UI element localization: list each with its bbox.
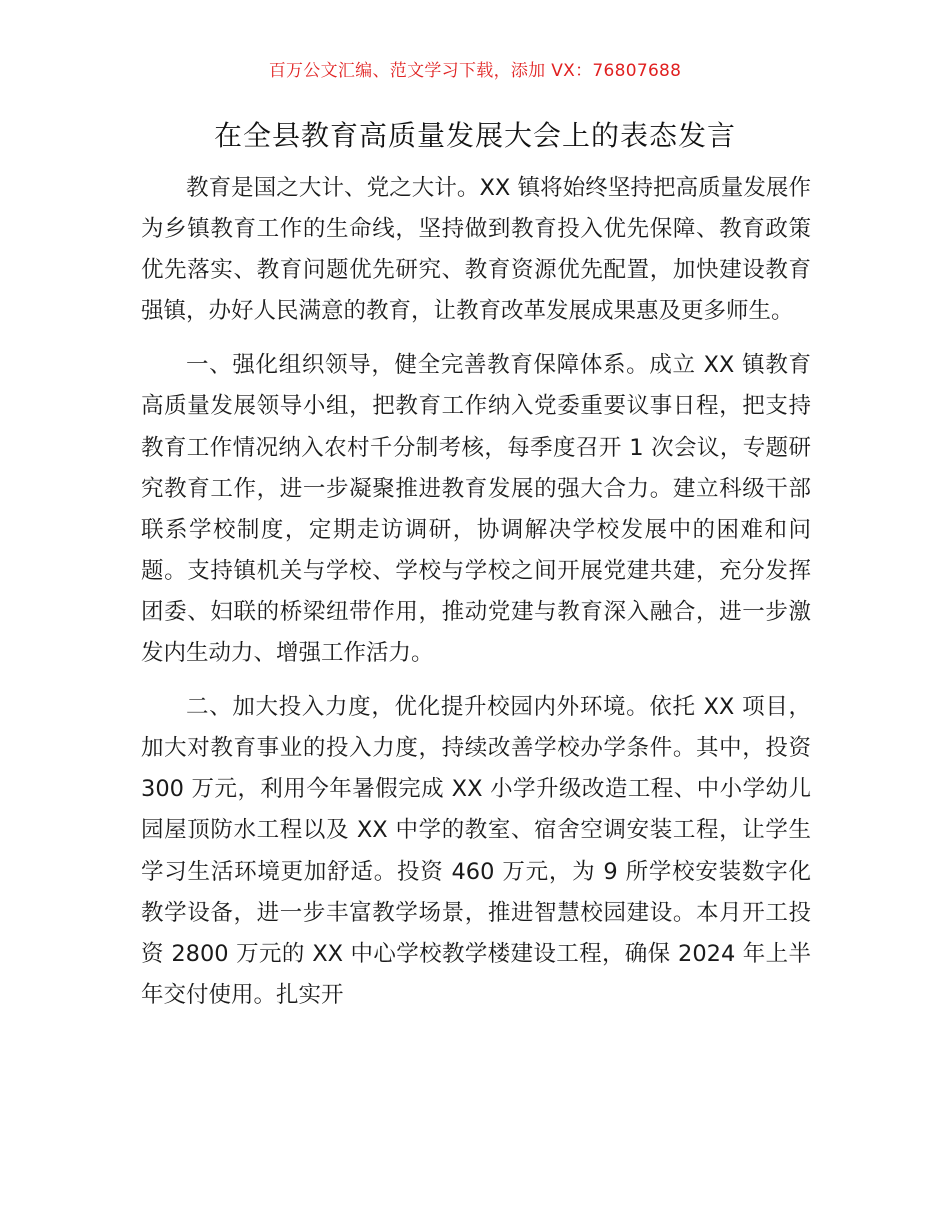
paragraph-section-2: 二、加大投入力度，优化提升校园内外环境。依托 XX 项目，加大对教育事业的投入力度，持续改善学校办学条件。其中，投资 300 万元，利用今年暑假完成 XX 小学升级改造工程、中小学幼儿园屋顶防水工程以及 XX 中学的教室、宿舍空调安装工程，让学生学习生活环境更加舒适。投资 460 万元，为 9 所学校安装数字化教学设备，进一步丰富教学场景，推进智慧校园建设。本月开工投资 2800 万元的 XX 中心学校教学楼建设工程，确保 2024 年上半年交付使用。扎实开	[141, 694, 811, 1008]
document-body	[141, 168, 811, 1029]
paragraph-section-1: 一、强化组织领导，健全完善教育保障体系。成立 XX 镇教育高质量发展领导小组，把教育工作纳入党委重要议事日程，把支持教育工作情况纳入农村千分制考核，每季度召开 1 次会议，专题研究教育工作，进一步凝聚推进教育发展的强大合力。建立科级干部联系学校制度，定期走访调研，协调解决学校发展中的困难和问题。支持镇机关与学校、学校与学校之间开展党建共建，充分发挥团委、妇联的桥梁纽带作用，推动党建与教育深入融合，进一步激发内生动力、增强工作活力。	[141, 352, 811, 667]
paragraph-intro: 教育是国之大计、党之大计。XX 镇将始终坚持把高质量发展作为乡镇教育工作的生命线，坚持做到教育投入优先保障、教育政策优先落实、教育问题优先研究、教育资源优先配置，加快建设教育强镇，办好人民满意的教育，让教育改革发展成果惠及更多师生。	[141, 175, 811, 325]
header-banner: 百万公文汇编、范文学习下载，添加 VX：76807688	[268, 61, 682, 81]
page-title: 在全县教育高质量发展大会上的表态发言	[213, 119, 736, 152]
